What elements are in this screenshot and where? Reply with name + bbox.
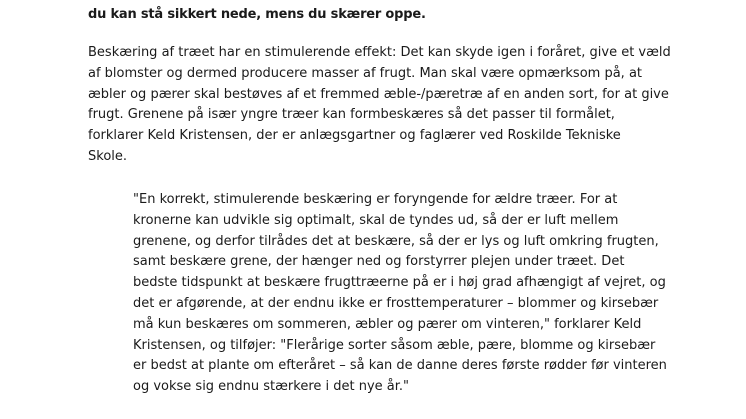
quote-line: Kristensen, og tilføjer: "Flerårige sorter såsom æble, pære, blomme og kirsebær [133, 337, 656, 353]
quote-line: er bedst at plante om efteråret – så kan de danne deres første rødder før vinteren [133, 358, 667, 374]
quote-line: det er afgørende, at der endnu ikke er frosttemperaturer – blommer og kirsebær [133, 295, 659, 311]
quote-line: og vokse sig endnu stærkere i det nye år." [133, 379, 410, 395]
quote-block [133, 190, 678, 398]
paragraph-line: af blomster og dermed producere masser af frugt. Man skal være opmærksom på, at [88, 65, 643, 81]
body-paragraph [88, 43, 673, 168]
paragraph-line: æbler og pærer skal bestøves af et fremmed æble-/pæretræ af en anden sort, for at give [88, 86, 669, 102]
paragraph-line: frugt. Grenene på især yngre træer kan formbeskæres så det passer til formålet, [88, 107, 615, 123]
quote-line: samt beskære grene, der hænger ned og forstyrrer plejen under træet. Det [133, 254, 625, 270]
quote-line: "En korrekt, stimulerende beskæring er foryngende for ældre træer. For at [133, 192, 618, 207]
paragraph-line: Beskæring af træet har en stimulerende effekt: Det kan skyde igen i foråret, give et væld [88, 45, 671, 60]
quote-line: bedste tidspunkt at beskære frugttræerne på er i høj grad afhængigt af vejret, og [133, 275, 666, 291]
bold-lead-sentence: du kan stå sikkert nede, mens du skærer oppe. [88, 7, 426, 22]
quote-line: grenene, og derfor tilrådes det at beskære, så der er lys og luft omkring frugten, [133, 233, 659, 249]
paragraph-line: Skole. [88, 148, 128, 164]
quote-line: må kun beskæres om sommeren, æbler og pærer om vinteren," forklarer Keld [133, 316, 642, 332]
paragraph-line: forklarer Keld Kristensen, der er anlægsgartner og faglærer ved Roskilde Tekniske [88, 128, 621, 144]
quote-line: kronerne kan udvikle sig optimalt, skal de tyndes ud, så der er luft mellem [133, 212, 619, 228]
